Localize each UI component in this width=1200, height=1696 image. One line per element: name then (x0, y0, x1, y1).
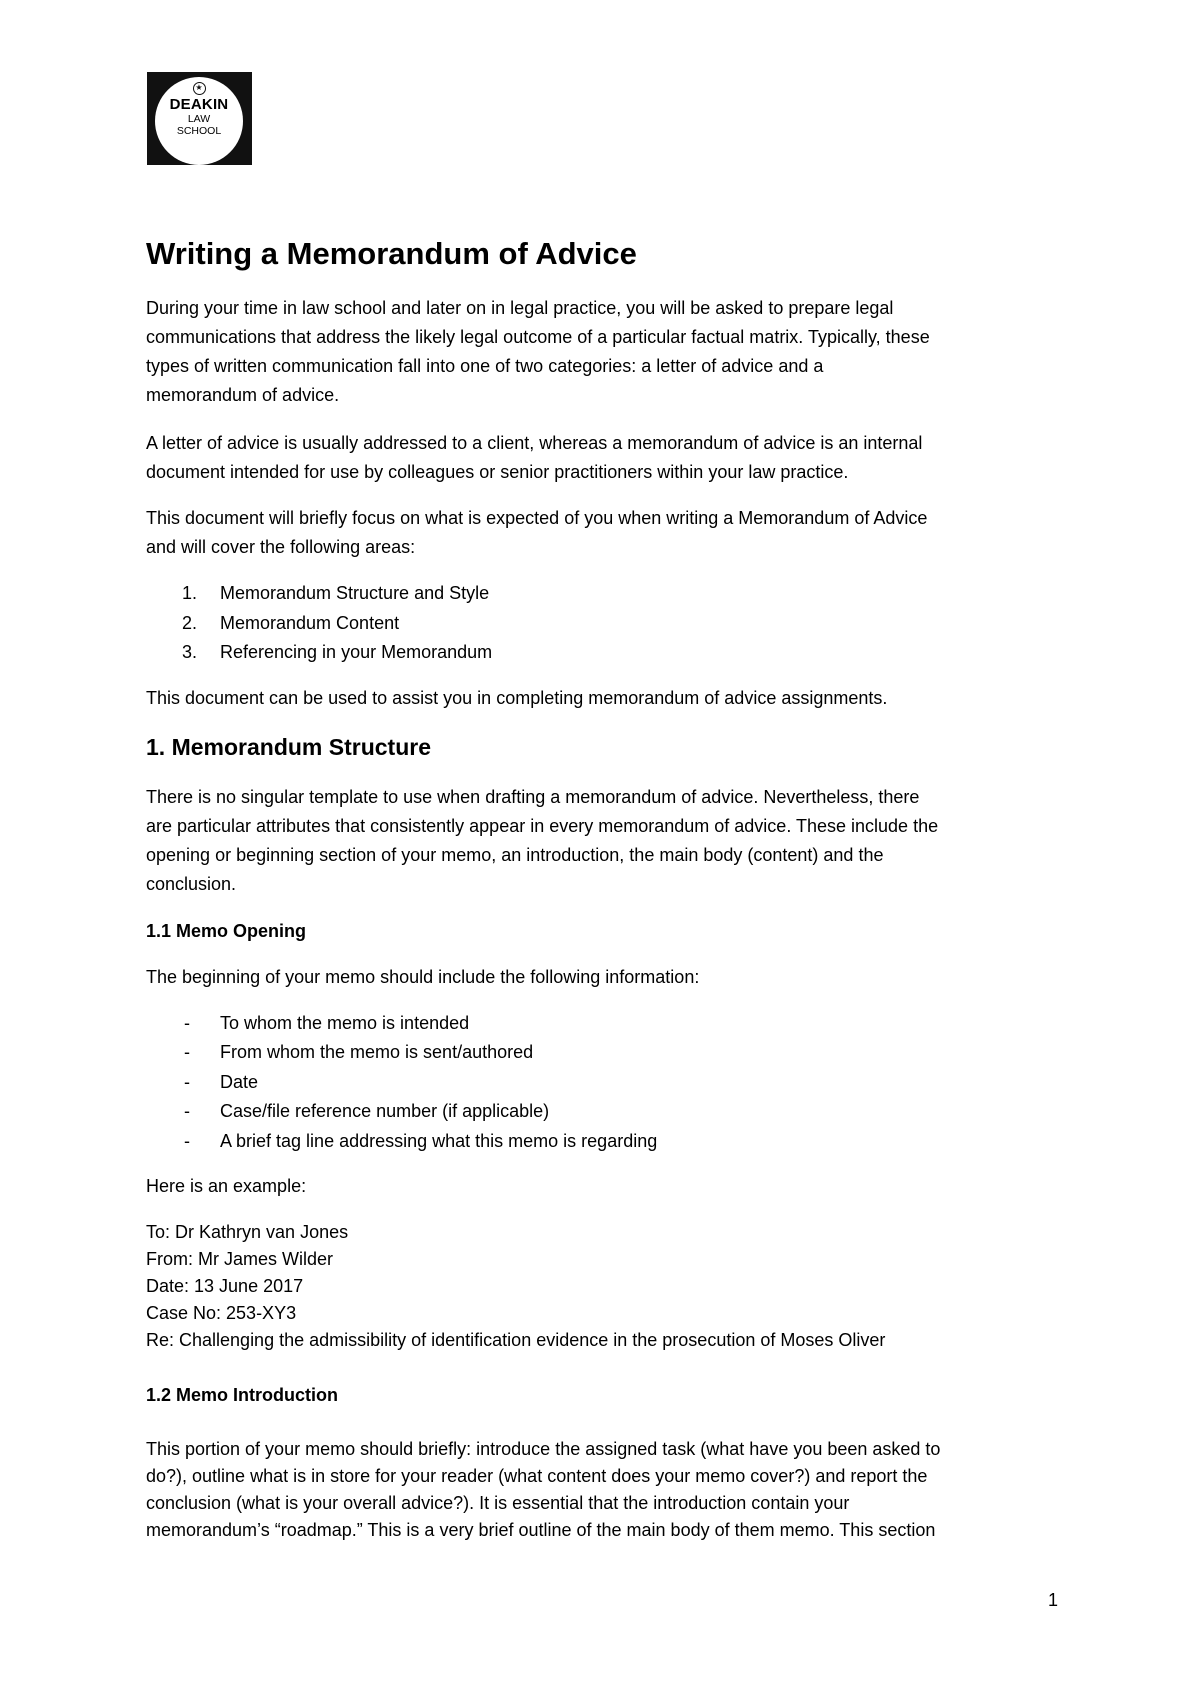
section-1-2-line: This portion of your memo should briefly: introduce the assigned task (what have you been asked to (146, 1439, 941, 1459)
list-text: Memorandum Structure and Style (220, 583, 490, 603)
list-number: 2. (182, 613, 198, 633)
intro-line: communications that address the likely legal outcome of a particular factual matrix. Typically, these (146, 327, 930, 347)
bullet-marker: - (184, 1131, 190, 1151)
bullet-text: Case/file reference number (if applicable) (220, 1101, 550, 1121)
intro-line: memorandum of advice. (146, 385, 340, 405)
logo-circle (155, 77, 243, 165)
bullet-marker: - (184, 1072, 190, 1092)
intro-line: types of written communication fall into one of two categories: a letter of advice and a (146, 356, 824, 376)
example-from: From: Mr James Wilder (146, 1249, 334, 1269)
focus-line: This document will briefly focus on what is expected of you when writing a Memorandum of Advice (146, 508, 928, 528)
list-number: 3. (182, 642, 198, 662)
example-date: Date: 13 June 2017 (146, 1276, 304, 1296)
intro-line: During your time in law school and later on in legal practice, you will be asked to prepare legal (146, 298, 894, 318)
section-1-2-line: memorandum’s “roadmap.” This is a very brief outline of the main body of them memo. This section (146, 1520, 936, 1540)
focus-line: and will cover the following areas: (146, 537, 416, 557)
list-text: Memorandum Content (220, 613, 400, 633)
page-title: Writing a Memorandum of Advice (146, 236, 637, 271)
letter-line: A letter of advice is usually addressed to a client, whereas a memorandum of advice is an internal (146, 433, 923, 453)
bullet-text: From whom the memo is sent/authored (220, 1042, 534, 1062)
section-1-line: conclusion. (146, 874, 237, 894)
example-to: To: Dr Kathryn van Jones (146, 1222, 349, 1242)
bullet-marker: - (184, 1101, 190, 1121)
section-1-2-line: conclusion (what is your overall advice?). It is essential that the introduction contain your (146, 1493, 850, 1513)
list-number: 1. (182, 583, 198, 603)
logo-line-law: LAW (187, 113, 211, 125)
section-1-line: There is no singular template to use when drafting a memorandum of advice. Nevertheless, there (146, 787, 920, 807)
section-1-2-heading: 1.2 Memo Introduction (146, 1385, 339, 1405)
section-1-line: are particular attributes that consistently appear in every memorandum of advice. These include the (146, 816, 939, 836)
section-1-2-line: do?), outline what is in store for your reader (what content does your memo cover?) and report the (146, 1466, 928, 1486)
logo-name: DEAKIN (169, 96, 229, 113)
bullet-text: A brief tag line addressing what this memo is regarding (220, 1131, 658, 1151)
page-number: 1 (1048, 1590, 1059, 1610)
list-text: Referencing in your Memorandum (220, 642, 493, 662)
section-1-1-lead: The beginning of your memo should include the following information: (146, 967, 700, 987)
bullet-text: Date (220, 1072, 259, 1092)
example-label: Here is an example: (146, 1176, 307, 1196)
example-re: Re: Challenging the admissibility of identification evidence in the prosecution of Moses Oliver (146, 1330, 886, 1350)
section-1-line: opening or beginning section of your memo, an introduction, the main body (content) and the (146, 845, 884, 865)
example-case-no: Case No: 253-XY3 (146, 1303, 297, 1323)
assist-line: This document can be used to assist you in completing memorandum of advice assignments. (146, 688, 888, 708)
bullet-text: To whom the memo is intended (220, 1013, 470, 1033)
section-1-1-heading: 1.1 Memo Opening (146, 921, 307, 941)
letter-line: document intended for use by colleagues or senior practitioners within your law practice. (146, 462, 849, 482)
bullet-marker: - (184, 1013, 190, 1033)
logo-line-school: SCHOOL (176, 125, 222, 137)
deakin-law-school-logo (147, 72, 252, 165)
bullet-marker: - (184, 1042, 190, 1062)
crest-icon: ★ (193, 82, 206, 95)
section-1-heading: 1. Memorandum Structure (146, 734, 431, 760)
